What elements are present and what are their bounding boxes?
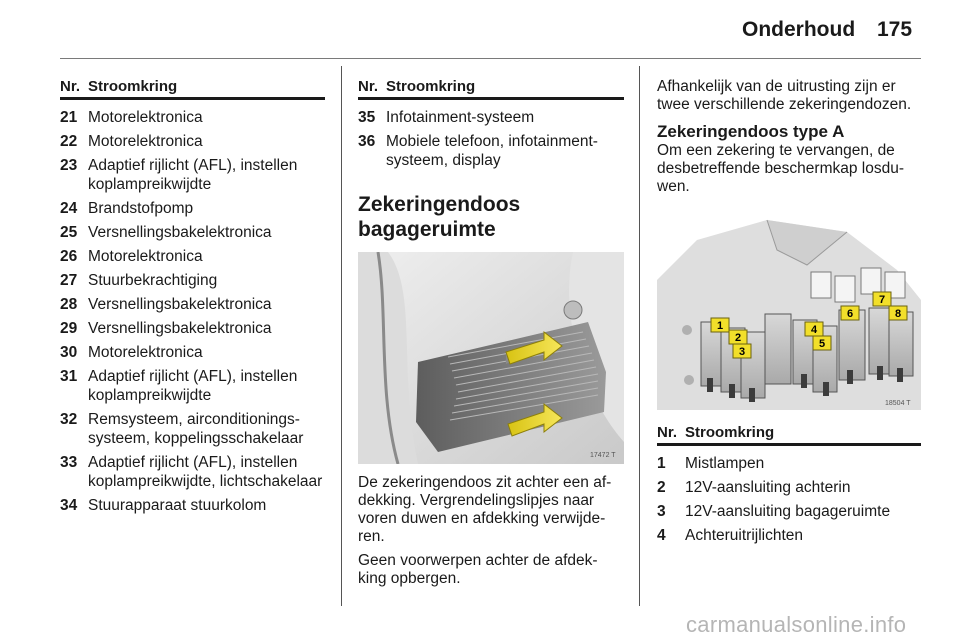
table-row: [657, 478, 921, 497]
image-code: 18504 T: [885, 400, 911, 407]
callout-3: [733, 344, 751, 358]
svg-text:3: 3: [738, 346, 746, 358]
table-row: [60, 271, 325, 290]
fusebox-type-a-image: [657, 210, 921, 410]
svg-text:1: 1: [716, 320, 724, 332]
fuse-number: 25: [60, 224, 78, 241]
section-heading-fusebox-type-a: Zekeringendoos type A: [657, 122, 845, 141]
fuse-number: 32: [60, 411, 78, 428]
image-code: 17472 T: [590, 452, 616, 459]
circuit-description: Mistlampen: [685, 455, 765, 472]
section-heading-trunk-fusebox: Zekeringendoos bagageruimte: [358, 193, 521, 241]
circuit-description: Adaptief rijlicht (AFL), instellen koplampreikwijdte, lichtschakelaar: [88, 454, 323, 490]
watermark: carmanualsonline.info: [686, 612, 907, 637]
circuit-description: Versnellingsbakelektronica: [88, 224, 272, 241]
header-nr: Nr.: [657, 424, 678, 441]
callout-8: [889, 306, 907, 320]
svg-text:4: 4: [810, 324, 818, 336]
circuit-description: Adaptief rijlicht (AFL), instellen koplampreikwijdte: [88, 368, 298, 404]
circuit-description: Versnellingsbakelektronica: [88, 320, 272, 337]
table-row: [60, 132, 325, 151]
table-header: [60, 78, 325, 100]
table-body: [358, 108, 624, 170]
callout-6: [841, 306, 859, 320]
table-row: [60, 156, 325, 194]
callout-2: [729, 330, 747, 344]
table-row: [358, 108, 624, 127]
table-row: [60, 295, 325, 314]
circuit-description: Motorelektronica: [88, 133, 203, 150]
circuit-description: Mobiele telefoon, infotainment-systeem, display: [386, 133, 598, 169]
table-body: [657, 454, 921, 545]
paragraph-storage-warning: Geen voorwerpen achter de afdek-king opbergen.: [358, 552, 598, 587]
table-row: [657, 454, 921, 473]
circuit-description: Stuurapparaat stuurkolom: [88, 497, 267, 514]
circuit-description: Remsysteem, airconditionings-systeem, koppelingsschakelaar: [88, 411, 304, 447]
circuit-description: Versnellingsbakelektronica: [88, 296, 272, 313]
header-circuit: Stroomkring: [685, 424, 775, 441]
trunk-fusebox-image: [358, 252, 624, 464]
fuse-number: 29: [60, 320, 78, 337]
fuse-number: 3: [657, 503, 666, 520]
fuse-number: 23: [60, 157, 78, 174]
table-row: [60, 496, 325, 515]
fuse-number: 34: [60, 497, 78, 514]
fuse-number: 28: [60, 296, 78, 313]
table-row: [60, 367, 325, 405]
fuse-number: 31: [60, 368, 78, 385]
circuit-description: Achteruitrijlichten: [685, 527, 804, 544]
fuse-number: 22: [60, 133, 78, 150]
table-row: [657, 502, 921, 521]
table-header: [358, 78, 624, 100]
fuse-number: 36: [358, 133, 376, 150]
circuit-description: Motorelektronica: [88, 109, 203, 126]
table-row: [60, 199, 325, 218]
fuse-number: 35: [358, 109, 376, 126]
table-row: [60, 410, 325, 448]
paragraph-intro: Afhankelijk van de uitrusting zijn er twee verschillende zekeringendozen.: [657, 78, 912, 113]
table-row: [60, 319, 325, 338]
table-row: [60, 223, 325, 242]
header-circuit: Stroomkring: [88, 78, 178, 95]
fuse-number: 33: [60, 454, 78, 471]
header-nr: Nr.: [358, 78, 379, 95]
table-row: [657, 526, 921, 545]
header-nr: Nr.: [60, 78, 81, 95]
column-divider-left: [341, 66, 342, 606]
table-body: [60, 108, 325, 515]
fuse-number: 24: [60, 200, 78, 217]
fuse-number: 21: [60, 109, 78, 126]
callout-4: [805, 322, 823, 336]
header-divider: [60, 58, 921, 59]
page-section-title: Onderhoud: [742, 18, 856, 41]
callout-5: [813, 336, 831, 350]
fuse-number: 27: [60, 272, 78, 289]
svg-text:6: 6: [846, 308, 854, 320]
callout-7: [873, 292, 891, 306]
fuse-table-column-1: [60, 78, 325, 520]
table-row: [60, 247, 325, 266]
circuit-description: 12V-aansluiting achterin: [685, 479, 851, 496]
svg-text:2: 2: [734, 332, 742, 344]
fuse-number: 2: [657, 479, 666, 496]
fuse-number: 4: [657, 527, 666, 544]
fuse-number: 30: [60, 344, 78, 361]
paragraph-replace-fuse: Om een zekering te vervangen, de desbetreffende beschermkap losdu-wen.: [657, 142, 905, 195]
svg-text:7: 7: [878, 294, 886, 306]
fuse-number: 26: [60, 248, 78, 265]
paragraph-cover: De zekeringendoos zit achter een af-dekking. Vergrendelingslipjes naar voren duwen en afdekking verwijde-ren.: [358, 474, 612, 545]
svg-text:5: 5: [818, 338, 826, 350]
circuit-description: 12V-aansluiting bagageruimte: [685, 503, 891, 520]
circuit-description: Motorelektronica: [88, 344, 203, 361]
circuit-description: Motorelektronica: [88, 248, 203, 265]
table-row: [60, 343, 325, 362]
circuit-description: Infotainment-systeem: [386, 109, 535, 126]
table-header: [657, 424, 921, 446]
content-column-2: [358, 78, 624, 594]
table-row: [60, 453, 325, 491]
header-circuit: Stroomkring: [386, 78, 476, 95]
column-divider-right: [639, 66, 640, 606]
table-row: [358, 132, 624, 170]
callout-1: [711, 318, 729, 332]
content-column-3: [657, 78, 921, 550]
table-row: [60, 108, 325, 127]
circuit-description: Adaptief rijlicht (AFL), instellen koplampreikwijdte: [88, 157, 298, 193]
page-number: 175: [877, 18, 913, 41]
circuit-description: Brandstofpomp: [88, 200, 194, 217]
svg-text:8: 8: [894, 308, 902, 320]
circuit-description: Stuurbekrachtiging: [88, 272, 218, 289]
fuse-number: 1: [657, 455, 666, 472]
